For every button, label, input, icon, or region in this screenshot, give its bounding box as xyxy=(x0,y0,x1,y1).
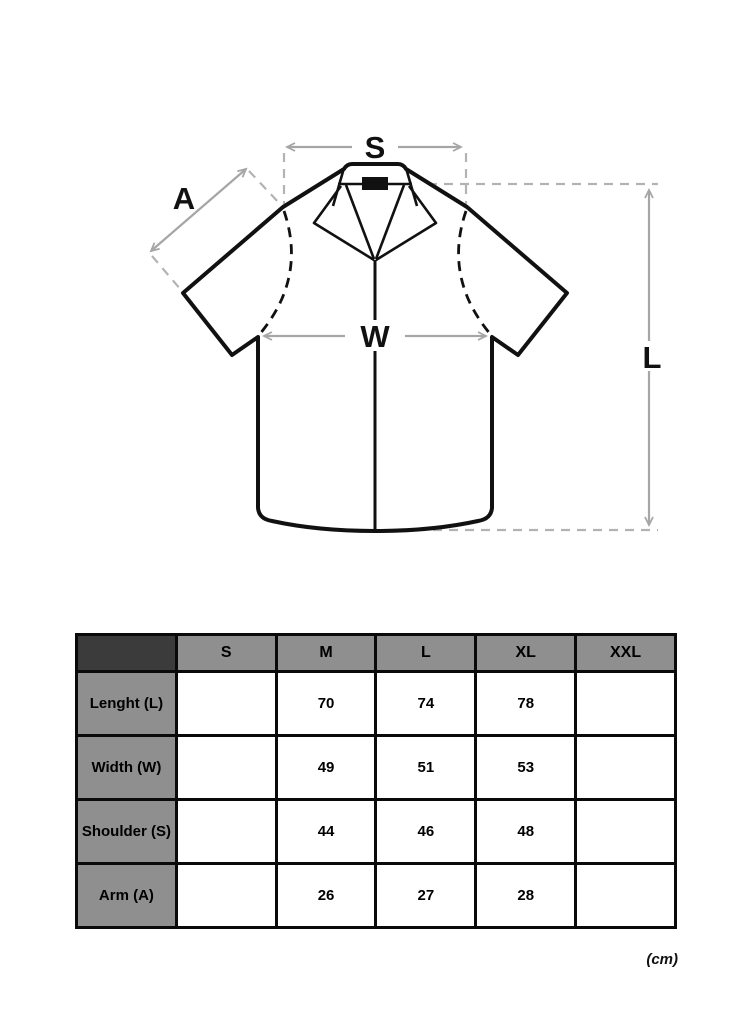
column-header-s: S xyxy=(176,635,276,672)
collar-label-tag xyxy=(362,177,388,190)
width-dimension-label: W xyxy=(360,319,390,354)
length-dimension-label: L xyxy=(642,340,662,375)
value-cell: 74 xyxy=(376,672,476,736)
value-cell xyxy=(176,736,276,800)
value-cell: 78 xyxy=(476,672,576,736)
column-header-l: L xyxy=(376,635,476,672)
table-row-shoulder xyxy=(77,800,676,864)
value-cell: 49 xyxy=(276,736,376,800)
value-cell: 51 xyxy=(376,736,476,800)
value-cell xyxy=(576,800,676,864)
value-cell xyxy=(576,736,676,800)
value-cell: 44 xyxy=(276,800,376,864)
column-header-m: M xyxy=(276,635,376,672)
value-cell: 70 xyxy=(276,672,376,736)
value-cell xyxy=(176,864,276,928)
value-cell: 27 xyxy=(376,864,476,928)
arm-dimension-label: A xyxy=(172,181,196,216)
value-cell: 28 xyxy=(476,864,576,928)
value-cell: 48 xyxy=(476,800,576,864)
table-row-width xyxy=(77,736,676,800)
row-header-arm: Arm (A) xyxy=(77,864,177,928)
table-row-length xyxy=(77,672,676,736)
row-header-shoulder: Shoulder (S) xyxy=(77,800,177,864)
corner-cell xyxy=(77,635,177,672)
value-cell xyxy=(576,672,676,736)
size-table-header-row xyxy=(77,635,676,672)
row-header-width: Width (W) xyxy=(77,736,177,800)
unit-note: (cm) xyxy=(646,951,678,968)
size-table xyxy=(75,633,677,929)
value-cell: 26 xyxy=(276,864,376,928)
value-cell xyxy=(576,864,676,928)
table-row-arm xyxy=(77,864,676,928)
value-cell: 46 xyxy=(376,800,476,864)
shoulder-dimension-label: S xyxy=(364,130,386,165)
row-header-length: Lenght (L) xyxy=(77,672,177,736)
column-header-xl: XL xyxy=(476,635,576,672)
value-cell xyxy=(176,672,276,736)
value-cell: 53 xyxy=(476,736,576,800)
value-cell xyxy=(176,800,276,864)
column-header-xxl: XXL xyxy=(576,635,676,672)
